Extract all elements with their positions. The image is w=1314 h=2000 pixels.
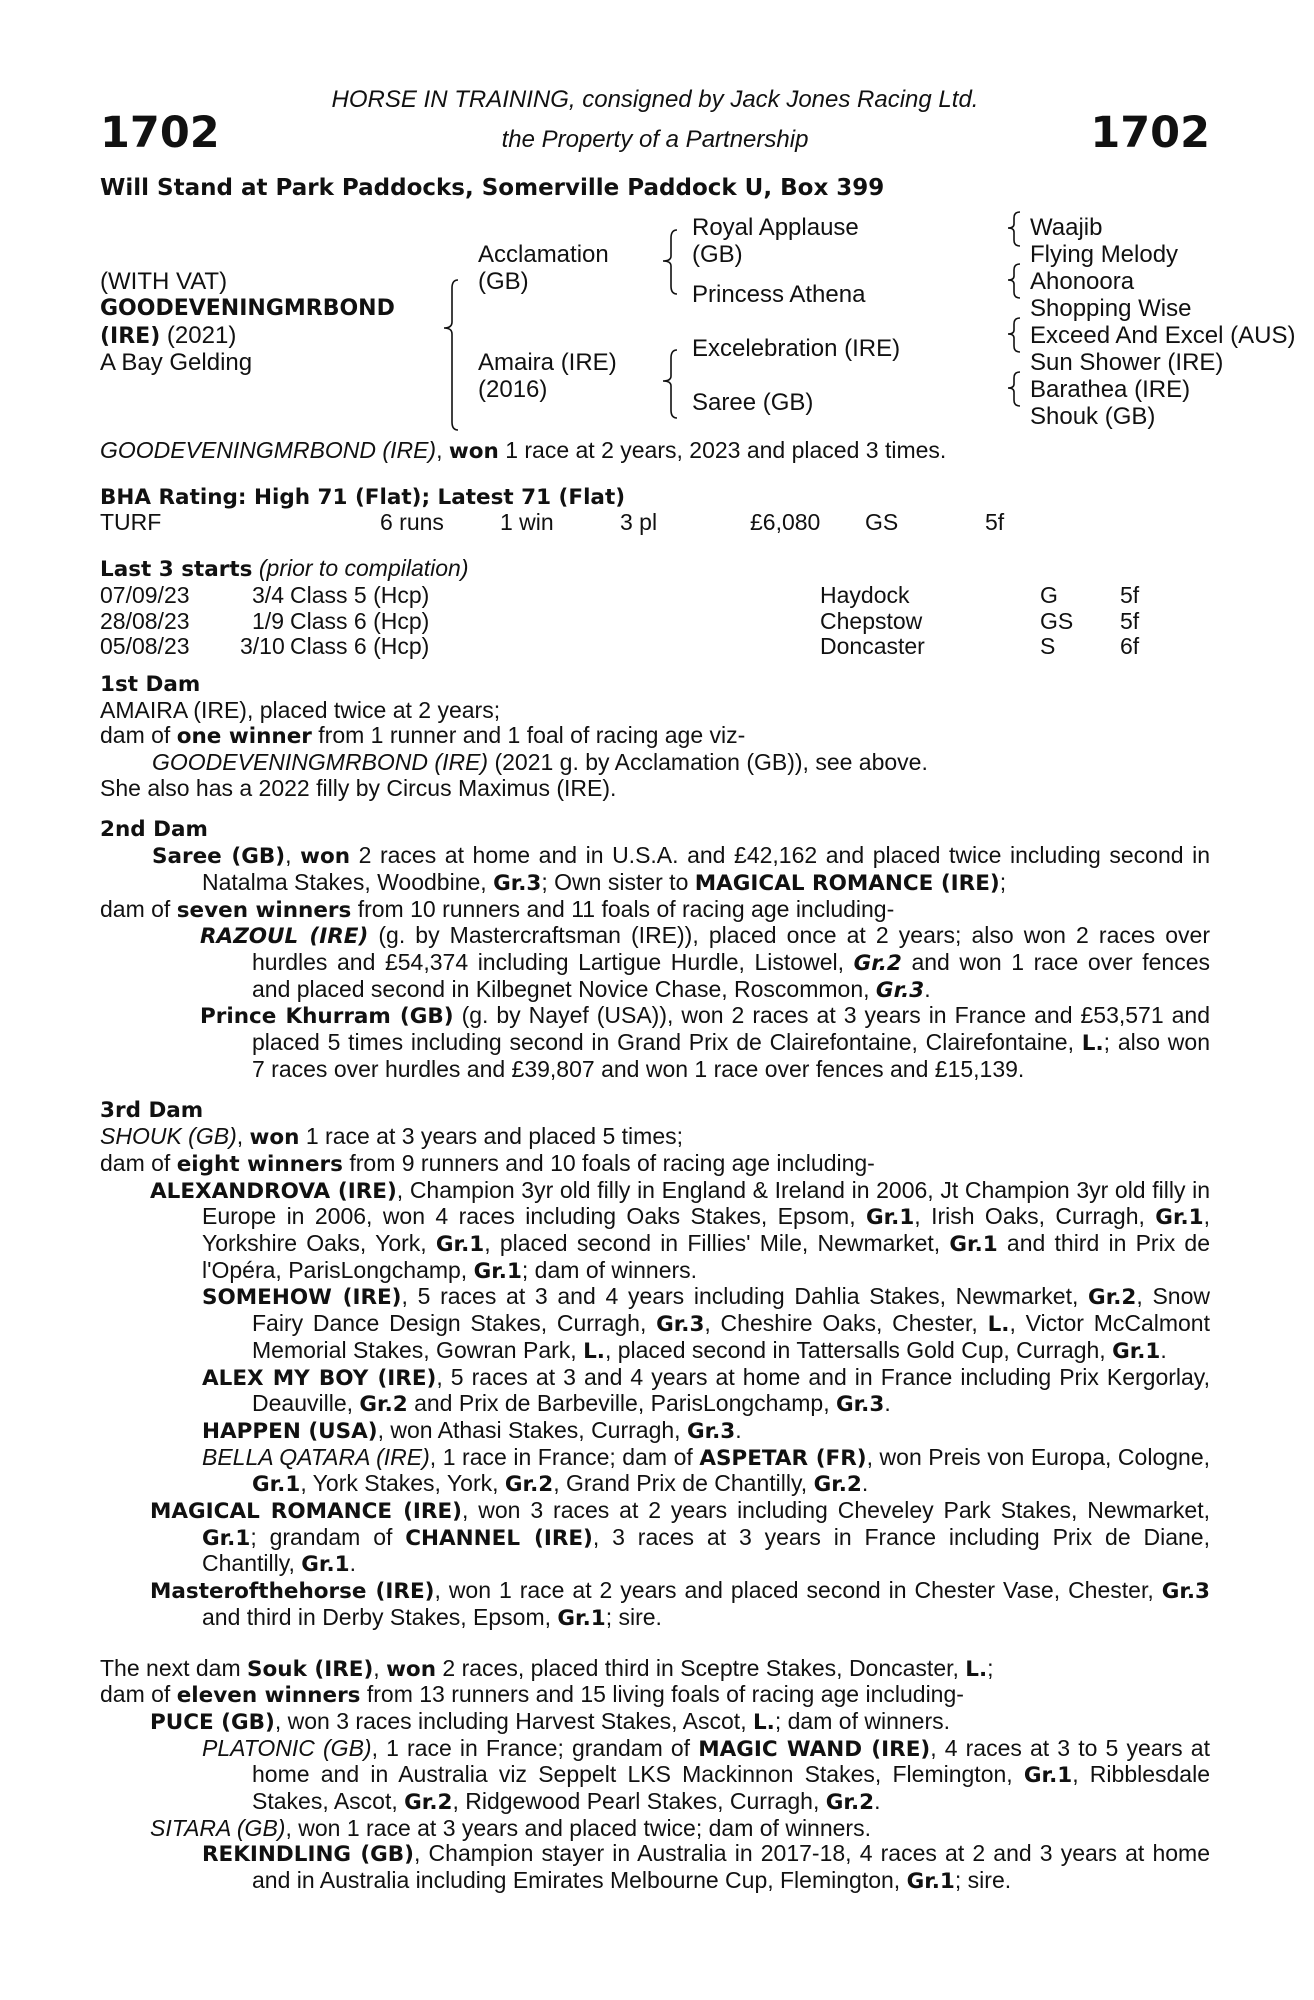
- grade: L.: [965, 1656, 988, 1682]
- text: ; Own sister to: [541, 868, 695, 895]
- text: dam of: [100, 895, 177, 922]
- bracket-gen3-a: [1008, 212, 1020, 246]
- gen3-shopping-wise: Shopping Wise: [1030, 295, 1192, 322]
- progeny-name: RAZOUL (IRE): [200, 924, 369, 950]
- text: dam of: [100, 1681, 177, 1708]
- grade: Gr.2: [504, 1472, 554, 1498]
- gen3-exceed-and-excel: Exceed And Excel (AUS): [1030, 322, 1296, 349]
- gen3-flying-melody: Flying Melody: [1030, 241, 1179, 268]
- start-distance: 5f: [1120, 607, 1140, 634]
- first-dam-line: AMAIRA (IRE), placed twice at 2 years;: [100, 696, 501, 723]
- summary-horse-name: GOODEVENINGMRBOND (IRE): [100, 437, 437, 463]
- text: dam of: [100, 722, 177, 749]
- start-row: [100, 634, 1210, 660]
- grade: Gr.2: [825, 1790, 875, 1816]
- horse-origin-year: [100, 322, 236, 350]
- start-row: [100, 609, 1210, 635]
- text: ; dam of winners.: [774, 1707, 950, 1734]
- start-position: 3/10: [240, 633, 285, 660]
- progeny-name: GOODEVENINGMRBOND (IRE): [152, 749, 489, 776]
- text: , 1 race in France; grandam of: [371, 1734, 699, 1761]
- sire-sire-origin: (GB): [692, 241, 743, 268]
- start-race: Class 5 (Hcp): [290, 581, 430, 608]
- progeny-name: ALEX MY BOY (IRE): [202, 1365, 437, 1391]
- start-race: Class 6 (Hcp): [290, 633, 430, 660]
- progeny-bella-qatara: [100, 1445, 1210, 1498]
- start-position: 1/9: [252, 607, 284, 634]
- horse-year: (2021): [160, 322, 237, 349]
- progeny-name: REKINDLING (GB): [202, 1842, 415, 1868]
- gen3-waajib: Waajib: [1030, 214, 1103, 241]
- text: , won Preis von Europa, Cologne,: [866, 1443, 1211, 1470]
- progeny-somehow: [100, 1284, 1210, 1364]
- start-date: 07/09/23: [100, 581, 190, 608]
- bracket-gen3-c: [1008, 318, 1020, 352]
- grade: Gr.1: [1023, 1763, 1073, 1789]
- second-dam-title: 2nd Dam: [100, 817, 208, 843]
- winners-count: one winner: [176, 724, 312, 750]
- grade: Gr.2: [359, 1392, 408, 1418]
- text: from 10 runners and 11 foals of racing age including-: [351, 895, 895, 922]
- start-distance: 6f: [1120, 633, 1140, 660]
- spacer: [100, 536, 1210, 556]
- horse-description: A Bay Gelding: [100, 349, 253, 376]
- text: ; also won 7 races over hurdles and £39,807 and won 1 race over fences and £15,139.: [252, 1029, 1210, 1082]
- start-distance: 5f: [1120, 581, 1140, 608]
- start-date: 28/08/23: [100, 607, 190, 634]
- text: dam of: [100, 1149, 177, 1176]
- grade: Gr.3: [493, 870, 542, 896]
- text: (g. by Mastercraftsman (IRE)), placed once at 2 years; also won 2 races over hurdles and £54,374 including Lartigue Hurdle, Listowel,: [252, 922, 1210, 975]
- won: won: [386, 1656, 437, 1682]
- winners-count: eight winners: [176, 1151, 343, 1177]
- dam-name: Amaira (IRE): [478, 349, 617, 376]
- first-dam-note: She also has a 2022 filly by Circus Maximus (IRE).: [100, 774, 617, 801]
- grade: L.: [583, 1338, 605, 1364]
- start-course: Haydock: [820, 581, 910, 608]
- spacer: [100, 801, 1210, 817]
- race-summary: [100, 438, 1210, 465]
- consignment-line: HORSE IN TRAINING, consigned by Jack Jones Racing Ltd.: [331, 86, 979, 113]
- progeny-name: PUCE (GB): [150, 1709, 275, 1735]
- text: .: [874, 1788, 881, 1815]
- text: .: [884, 1390, 891, 1417]
- grade: Gr.1: [435, 1231, 485, 1257]
- second-dam-section: [100, 817, 1210, 1082]
- spacer: [100, 465, 1210, 485]
- text: ;: [999, 868, 1007, 895]
- text: ; grandam of: [250, 1523, 406, 1550]
- grade: Gr.3: [1161, 1579, 1210, 1605]
- progeny-happen: [100, 1418, 1210, 1445]
- progeny-name: BELLA QATARA (IRE): [202, 1443, 430, 1470]
- third-dam-title: 3rd Dam: [100, 1098, 204, 1124]
- summary-rest: 1 race at 2 years, 2023 and placed 3 times.: [498, 437, 947, 463]
- text: from 9 runners and 10 foals of racing age including-: [342, 1149, 875, 1176]
- second-dam-produce: [100, 897, 1210, 924]
- surface: TURF: [100, 509, 162, 536]
- grade: L.: [1081, 1031, 1104, 1057]
- grade: Gr.2: [853, 950, 902, 976]
- text: ,: [236, 1123, 244, 1150]
- grade: L.: [752, 1709, 775, 1735]
- winners-count: eleven winners: [176, 1683, 361, 1709]
- text: ;: [987, 1654, 994, 1681]
- progeny-magical-romance: [100, 1498, 1210, 1578]
- progeny-masterofthehorse: [100, 1578, 1210, 1631]
- grade: Gr.3: [836, 1392, 885, 1418]
- text: ; sire.: [954, 1867, 1012, 1894]
- gen3-sun-shower: Sun Shower (IRE): [1030, 349, 1224, 376]
- text: , Irish Oaks, Curragh,: [914, 1203, 1156, 1230]
- gen3-barathea: Barathea (IRE): [1030, 376, 1191, 403]
- text: , won 3 races including Harvest Stakes, Ascot,: [274, 1707, 753, 1734]
- first-dam-section: [100, 672, 1210, 802]
- text: .: [735, 1416, 742, 1443]
- summary-won: won: [448, 439, 499, 464]
- text: , placed second in Fillies' Mile, Newmarket,: [484, 1229, 950, 1256]
- bha-rating-title: BHA Rating: High 71 (Flat); Latest 71 (Flat): [100, 484, 626, 510]
- start-position: 3/4: [252, 581, 284, 608]
- best-distance: 5f: [985, 509, 1005, 536]
- progeny-name: CHANNEL (IRE): [405, 1525, 593, 1551]
- progeny-name: Masterofthehorse (IRE): [150, 1579, 435, 1605]
- bracket-gen3-d: [1008, 372, 1020, 406]
- start-going: G: [1040, 581, 1058, 608]
- text: (2021 g. by Acclamation (GB)), see above.: [488, 749, 928, 776]
- progeny-alex-my-boy: [100, 1365, 1210, 1418]
- bracket-gen3-b: [1008, 264, 1020, 298]
- winners-count: seven winners: [176, 897, 352, 923]
- text: 1 race at 3 years and placed 5 times;: [299, 1123, 684, 1150]
- summary-comma: ,: [436, 437, 443, 463]
- progeny-razoul: [100, 923, 1210, 1003]
- text: .: [1160, 1336, 1167, 1363]
- text: , Victor McCalmont Memorial Stakes, Gowran Park,: [252, 1310, 1210, 1363]
- property-line: the Property of a Partnership: [501, 126, 809, 153]
- text: and won 1 race over fences and placed second in Kilbegnet Novice Chase, Roscommon,: [252, 948, 1211, 1002]
- progeny-prince-khurram: [100, 1003, 1210, 1082]
- dam-year: (2016): [478, 376, 548, 403]
- grade: L.: [987, 1312, 1010, 1338]
- dam-name: Souk (IRE): [247, 1656, 374, 1682]
- start-course: Doncaster: [820, 633, 925, 660]
- progeny-name: SITARA (GB): [150, 1814, 286, 1841]
- bha-rating-section: [100, 485, 1210, 536]
- lot-number-right: 1702: [1090, 108, 1210, 158]
- bracket-gen2-sire: [663, 230, 677, 294]
- third-dam-produce: [100, 1151, 1210, 1178]
- text: .: [861, 1470, 869, 1497]
- won: won: [249, 1125, 300, 1151]
- grade: Gr.1: [1155, 1205, 1204, 1231]
- dam-name: Saree (GB): [152, 844, 286, 870]
- vat-note: (WITH VAT): [100, 268, 228, 295]
- first-dam-produce: [100, 723, 1210, 750]
- grade: Gr.1: [949, 1231, 998, 1257]
- next-dam-section: [100, 1656, 1210, 1895]
- spacer: [100, 660, 1210, 672]
- text: , placed second in Tattersalls Gold Cup, Curragh,: [604, 1336, 1113, 1363]
- dam-name: SHOUK (GB): [100, 1123, 237, 1150]
- text: , won 1 race at 3 years and placed twice; dam of winners.: [285, 1814, 871, 1841]
- text: from 1 runner and 1 foal of racing age viz-: [311, 722, 746, 749]
- sire-origin: (GB): [478, 268, 529, 295]
- grade: Gr.2: [404, 1790, 453, 1816]
- grade: Gr.2: [813, 1472, 862, 1498]
- grade: Gr.2: [1088, 1285, 1137, 1311]
- lot-header: [100, 80, 1210, 175]
- start-date: 05/08/23: [100, 633, 190, 660]
- bracket-gen1: [444, 280, 458, 430]
- horse-origin: (IRE): [100, 324, 161, 349]
- start-row: [100, 583, 1210, 609]
- grade: Gr.1: [252, 1472, 301, 1498]
- text: .: [349, 1550, 356, 1577]
- third-dam-record: [100, 1124, 1210, 1151]
- text: and third in Derby Stakes, Epsom,: [202, 1603, 558, 1630]
- text: (g. by Nayef (USA)), won 2 races at 3 years in France and £53,571 and placed 5 times including second in Grand Prix de Clairefontaine, Clairefontaine,: [252, 1002, 1210, 1056]
- grade: Gr.1: [202, 1525, 251, 1551]
- text: ,: [373, 1654, 387, 1681]
- text: and Prix de Barbeville, ParisLongchamp,: [407, 1390, 836, 1417]
- text: , won 3 races at 2 years including Cheveley Park Stakes, Newmarket,: [462, 1497, 1210, 1524]
- sire-name: Acclamation: [478, 241, 609, 268]
- second-dam-record: [100, 843, 1210, 896]
- progeny-sitara: [100, 1816, 1210, 1842]
- gen3-shouk: Shouk (GB): [1030, 403, 1156, 430]
- text: , York Stakes, York,: [300, 1470, 505, 1497]
- text: , Yorkshire Oaks, York,: [202, 1203, 1210, 1256]
- text: , Champion 3yr old filly in England & Ireland in 2006, Jt Champion 3yr old filly in Europe in 2006, won 4 races including Oaks Stakes, Epsom,: [202, 1176, 1210, 1230]
- third-dam-section: [100, 1098, 1210, 1631]
- grade: Gr.1: [906, 1869, 955, 1895]
- progeny-name: HAPPEN (USA): [202, 1418, 378, 1444]
- text: , won 1 race at 2 years and placed second in Chester Vase, Chester,: [434, 1577, 1162, 1604]
- progeny-rekindling: [100, 1841, 1210, 1894]
- text: , Cheshire Oaks, Chester,: [704, 1310, 988, 1337]
- catalogue-page: [100, 80, 1296, 1895]
- text: , Grand Prix de Chantilly,: [553, 1470, 814, 1497]
- text: .: [924, 975, 931, 1002]
- grade: Gr.1: [301, 1552, 350, 1578]
- text: The next dam: [100, 1654, 248, 1681]
- text: ; dam of winners.: [521, 1256, 698, 1283]
- text: 2 races at home and in U.S.A. and £42,162 and placed twice including second in Natalma Stakes, Woodbine,: [202, 842, 1211, 895]
- text: , won Athasi Stakes, Curragh,: [377, 1416, 687, 1443]
- dam-dam: Saree (GB): [692, 389, 814, 416]
- progeny-name: ALEXANDROVA (IRE): [150, 1178, 397, 1204]
- next-dam-record: [100, 1656, 1210, 1683]
- pedigree-table: [100, 200, 1296, 430]
- won: won: [300, 844, 351, 870]
- bracket-gen2-dam: [663, 350, 677, 418]
- start-going: S: [1040, 633, 1056, 660]
- progeny-alexandrova: [100, 1178, 1210, 1285]
- last-starts-heading: [100, 556, 1210, 583]
- text: 2 races, placed third in Sceptre Stakes, Doncaster,: [436, 1654, 966, 1681]
- sire-dam: Princess Athena: [692, 281, 866, 308]
- text: , 3 races at 3 years in France including Prix de Diane, Chantilly,: [202, 1523, 1210, 1577]
- dam-sire: Excelebration (IRE): [692, 335, 901, 362]
- first-dam-progeny: [100, 750, 1210, 776]
- progeny-name: SOMEHOW (IRE): [202, 1285, 402, 1311]
- text: , Snow Fairy Dance Design Stakes, Curragh,: [252, 1283, 1210, 1337]
- places: 3 pl: [620, 509, 658, 536]
- text: , Champion stayer in Australia in 2017-18, 4 races at 2 and 3 years at home and in Australia including Emirates Melbourne Cup, Flemington,: [252, 1840, 1210, 1894]
- progeny-name: MAGIC WAND (IRE): [698, 1736, 931, 1762]
- spacer: [100, 1632, 1210, 1656]
- text: , Ribblesdale Stakes, Ascot,: [252, 1761, 1210, 1815]
- last-starts-section: [100, 556, 1210, 660]
- turf-record-row: [100, 510, 1210, 536]
- text: , 1 race in France; dam of: [429, 1443, 700, 1470]
- text: , 5 races at 3 and 4 years at home and in France including Prix Kergorlay, Deauville,: [252, 1363, 1210, 1417]
- runs: 6 runs: [380, 509, 444, 536]
- text: ,: [285, 842, 292, 869]
- first-dam-title: 1st Dam: [100, 671, 201, 697]
- sister-name: MAGICAL ROMANCE (IRE): [694, 870, 1000, 896]
- lot-number-left: 1702: [100, 108, 220, 158]
- text: from 13 runners and 15 living foals of racing age including-: [360, 1681, 964, 1708]
- earnings: £6,080: [750, 509, 821, 536]
- grade: Gr.1: [557, 1605, 606, 1631]
- last-starts-title: Last 3 starts: [100, 557, 253, 583]
- start-race: Class 6 (Hcp): [290, 607, 430, 634]
- grade: Gr.1: [1112, 1338, 1161, 1364]
- grade: Gr.3: [875, 977, 925, 1003]
- text: ; sire.: [605, 1603, 662, 1630]
- text: , Ridgewood Pearl Stakes, Curragh,: [452, 1788, 826, 1815]
- next-dam-produce: [100, 1682, 1210, 1709]
- grade: Gr.1: [473, 1258, 522, 1284]
- progeny-puce: [100, 1709, 1210, 1736]
- progeny-name: ASPETAR (FR): [699, 1445, 867, 1471]
- progeny-platonic: [100, 1736, 1210, 1816]
- sire-sire: Royal Applause: [692, 214, 859, 241]
- last-starts-note: (prior to compilation): [252, 555, 469, 582]
- text: and third in Prix de l'Opéra, ParisLongchamp,: [202, 1229, 1210, 1283]
- wins: 1 win: [500, 509, 554, 536]
- start-going: GS: [1040, 607, 1074, 634]
- stand-location: Will Stand at Park Paddocks, Somerville Paddock U, Box 399: [100, 175, 885, 201]
- progeny-name: PLATONIC (GB): [202, 1734, 372, 1761]
- start-course: Chepstow: [820, 607, 923, 634]
- horse-name: GOODEVENINGMRBOND: [100, 296, 395, 321]
- grade: Gr.1: [865, 1205, 915, 1231]
- spacer: [100, 1082, 1210, 1098]
- grade: Gr.3: [656, 1312, 705, 1338]
- progeny-name: Prince Khurram (GB): [200, 1004, 454, 1030]
- best-going: GS: [865, 509, 899, 536]
- progeny-name: MAGICAL ROMANCE (IRE): [150, 1499, 462, 1525]
- grade: Gr.3: [686, 1418, 736, 1444]
- text: , 5 races at 3 and 4 years including Dahlia Stakes, Newmarket,: [401, 1283, 1089, 1310]
- gen3-ahonoora: Ahonoora: [1030, 268, 1135, 295]
- text: , 4 races at 3 to 5 years at home and in Australia viz Seppelt LKS Mackinnon Stakes, Flemington,: [252, 1734, 1210, 1788]
